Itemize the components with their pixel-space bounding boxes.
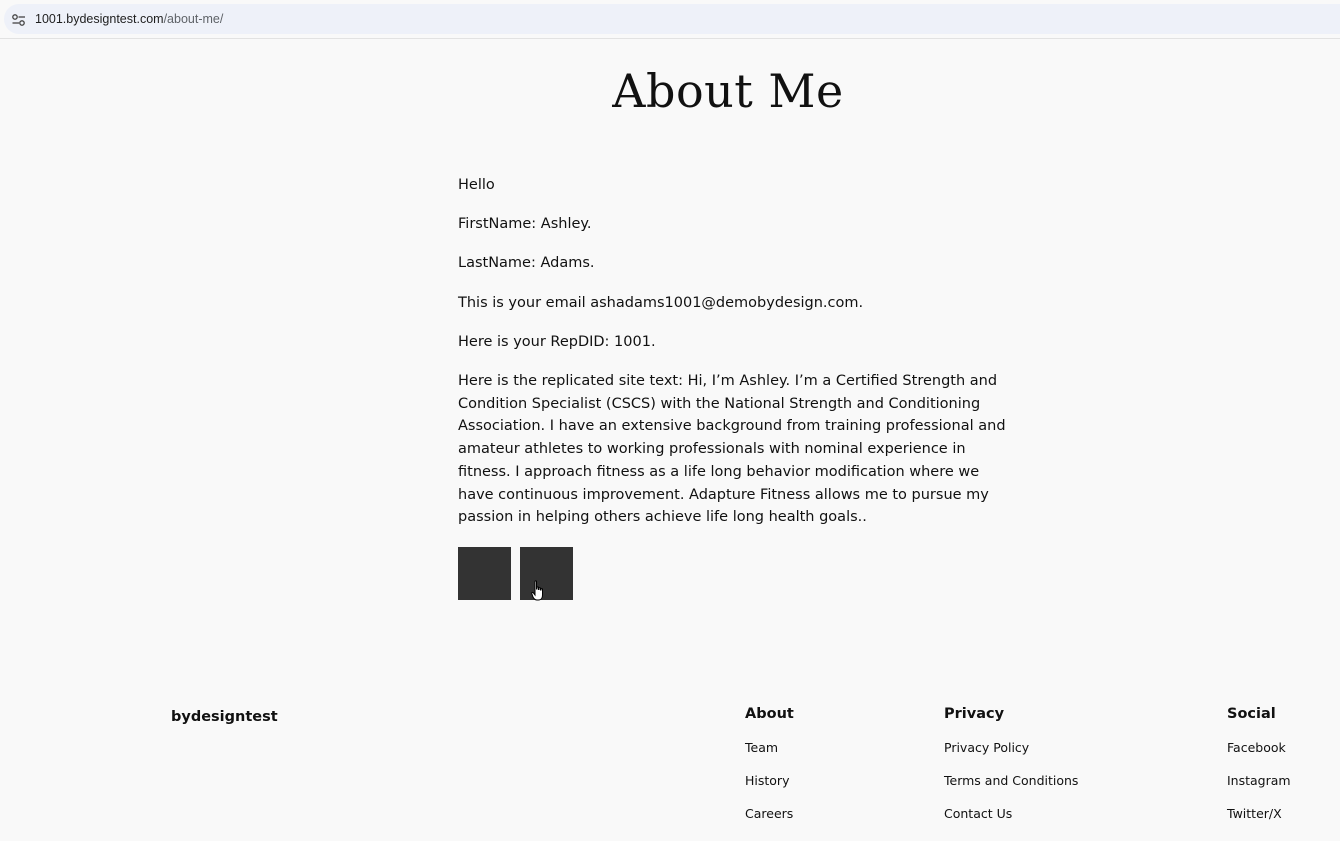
footer-heading-about: About xyxy=(745,706,794,722)
rep-id-text: Here is your RepDID: 1001. xyxy=(458,333,656,350)
image-placeholder-2[interactable] xyxy=(520,547,573,600)
url-text[interactable] xyxy=(35,12,223,26)
url-domain: 1001.bydesigntest.com xyxy=(35,12,164,26)
site-settings-icon[interactable] xyxy=(11,12,27,26)
footer-heading-privacy: Privacy xyxy=(944,706,1005,722)
footer-link-twitter[interactable]: Twitter/X xyxy=(1227,806,1282,821)
hand-cursor-icon xyxy=(531,580,545,602)
first-name-text: FirstName: Ashley. xyxy=(458,216,592,233)
footer-column-about xyxy=(745,706,794,838)
address-bar[interactable] xyxy=(4,4,1340,34)
email-text: This is your email ashadams1001@demobydesign.com. xyxy=(458,294,864,311)
footer-brand[interactable]: bydesigntest xyxy=(171,709,278,725)
footer-link-instagram[interactable]: Instagram xyxy=(1227,773,1291,788)
footer-column-social xyxy=(1227,706,1291,838)
about-content xyxy=(458,174,1013,545)
footer-heading-social: Social xyxy=(1227,706,1276,722)
footer-link-history[interactable]: History xyxy=(745,773,790,788)
footer-link-terms[interactable]: Terms and Conditions xyxy=(944,773,1079,788)
footer-link-privacy-policy[interactable]: Privacy Policy xyxy=(944,740,1030,755)
footer-link-careers[interactable]: Careers xyxy=(745,806,794,821)
footer-column-privacy xyxy=(944,706,1078,838)
bio-text: Here is the replicated site text: Hi, I’m Ashley. I’m a Certified Strength and Condition Specialist (CSCS) with the National Strength and Conditioning Association. I have an extensive background from training professional and amateur athletes to working professionals with nominal experience in fitness. I approach fitness as a life long behavior modification where we have continuous improvement. Adapture Fitness allows me to pursue my passion in helping others achieve life long health goals.. xyxy=(458,373,1006,526)
divider xyxy=(0,38,1340,39)
last-name-text: LastName: Adams. xyxy=(458,255,595,272)
footer-link-facebook[interactable]: Facebook xyxy=(1227,740,1286,755)
greeting-text: Hello xyxy=(458,177,495,193)
image-placeholders xyxy=(458,547,573,600)
page-title: About Me xyxy=(612,64,844,118)
image-placeholder-1[interactable] xyxy=(458,547,511,600)
footer-link-team[interactable]: Team xyxy=(745,740,779,755)
footer-link-contact[interactable]: Contact Us xyxy=(944,806,1013,821)
url-path: /about-me/ xyxy=(163,12,224,26)
